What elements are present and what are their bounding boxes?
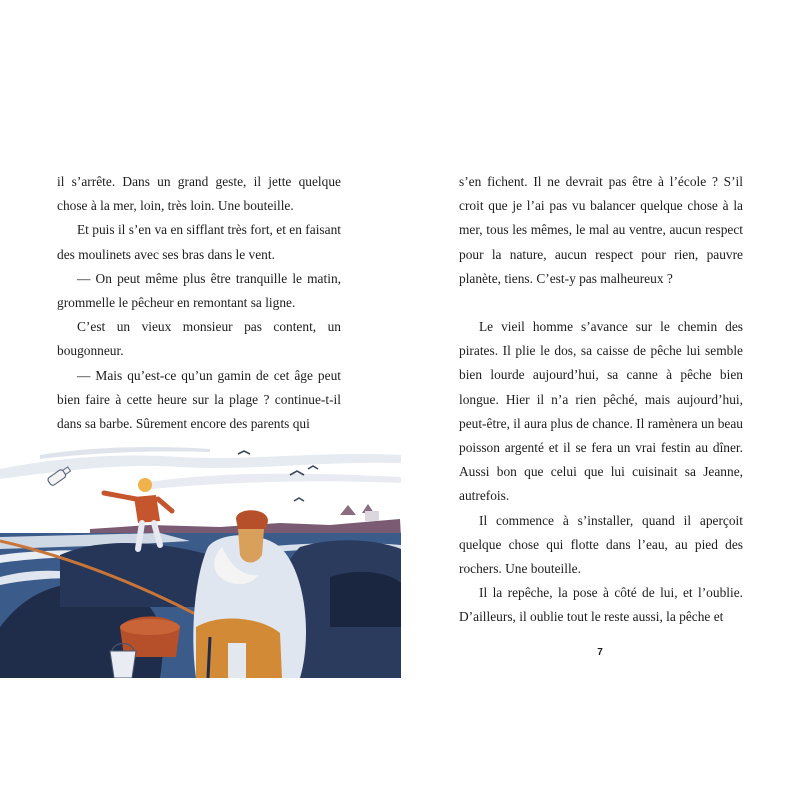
paragraph: — Mais qu’est-ce qu’un gamin de cet âge peut bien faire à cette heure sur la plage ? continue-t-il dans sa barbe. Sûrement encore des parents qui <box>57 367 341 432</box>
page-number: 7 <box>597 647 603 658</box>
paragraph: C’est un vieux monsieur pas content, un bougonneur. <box>57 319 341 359</box>
fisherman-illustration <box>0 437 401 678</box>
paragraph: Le vieil homme s’avance sur le chemin des pirates. Il plie le dos, sa caisse de pêche lui semble bien lourde aujourd’hui, sa canne à pêche bien longue. Hier il n’a rien pêché, mais aujourd’hui, peut-être, il aura plus de chance. Il ramènera un beau poisson argenté et il se fera un vrai festin au dîner. Aussi bon que celui que lui cuisinait sa Jeanne, autrefois. <box>459 319 743 504</box>
paragraph: Il la repêche, la pose à côté de lui, et l’oublie. D’ailleurs, il oublie tout le reste aussi, la pêche et <box>459 585 743 625</box>
paragraph: il s’arrête. Dans un grand geste, il jette quelque chose à la mer, loin, très loin. Une bouteille. <box>57 174 341 214</box>
paragraph: Et puis il s’en va en sifflant très fort, et en faisant des moulinets avec ses bras dans le vent. <box>57 222 341 262</box>
left-text-column <box>57 170 341 436</box>
paragraph: — On peut même plus être tranquille le matin, grommelle le pêcheur en remontant sa ligne. <box>57 270 341 311</box>
paragraph: Il commence à s’installer, quand il aperçoit quelque chose qui flotte dans l’eau, au pied des rochers. Une bouteille. <box>459 512 743 577</box>
paragraph: s’en fichent. Il ne devrait pas être à l’école ? S’il croit que je l’ai pas vu balancer quelque chose à la mer, tous les mêmes, le mal au ventre, aucun respect pour la nature, aucun respect pour rien, pauvre planète, tiens. C’est-y pas malheureux ? <box>459 174 743 286</box>
right-text-column <box>459 170 743 630</box>
